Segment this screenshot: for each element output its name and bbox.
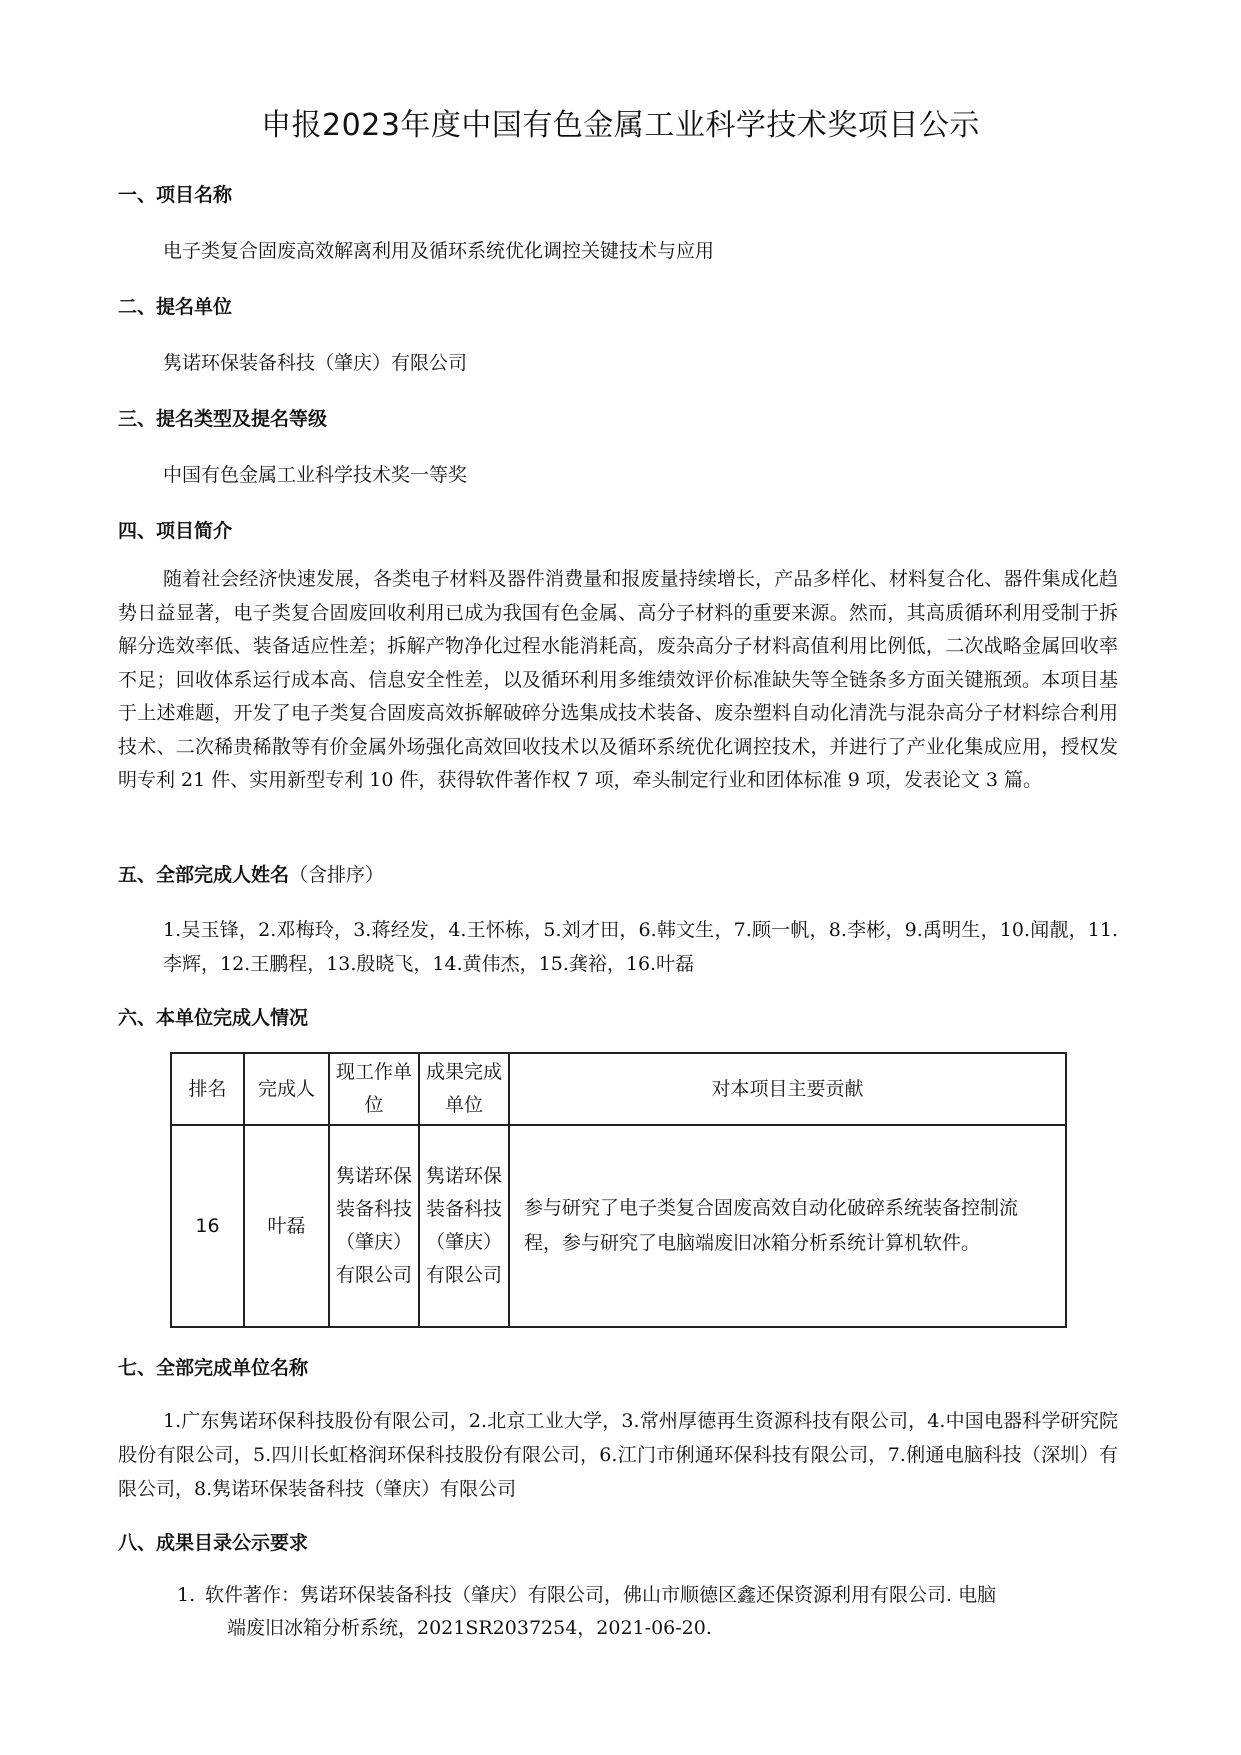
table-cell-rank: 16 — [171, 1125, 244, 1327]
result-item-line-2: 端废旧冰箱分析系统，2021SR2037254，2021-06-20. — [227, 1617, 712, 1639]
page-title: 申报2023年度中国有色金属工业科学技术奖项目公示 — [261, 108, 980, 143]
project-summary: 随着社会经济快速发展，各类电子材料及器件消费量和报废量持续增长，产品多样化、材料复合化、器件集成化趋势日益显著，电子类复合固废回收利用已成为我国有色金属、高分子材料的重要来源。然而，其高质循环利用受制于拆解分选效率低、装备适应性差；拆解产物净化过程水能消耗高，废杂高分子材料高值利用比例低，二次战略金属回收率不足；回收体系运行成本高、信息安全性差，以及循环利用多维绩效评价标准缺失等全链条多方面关键瓶颈。本项目基于上述难题，开发了电子类复合固废高效拆解破碎分选集成技术装备、废杂塑料自动化清洗与混杂高分子材料综合利用技术、二次稀贵稀散等有价金属外场强化高效回收技术以及循环系统优化调控技术，并进行了产业化集成应用，授权发明专利 21 件、实用新型专利 10 件，获得软件著作权 7 项，牵头制定行业和团体标准 9 项，发表论文 3 篇。 — [118, 568, 1118, 791]
table-cell-contribution: 参与研究了电子类复合固废高效自动化破碎系统装备控制流程，参与研究了电脑端废旧冰箱分析系统计算机软件。 — [509, 1125, 1066, 1327]
table-header-cell: 对本项目主要贡献 — [509, 1053, 1066, 1125]
result-list-item — [177, 1579, 1117, 1645]
section-1-heading: 一、项目名称 — [118, 184, 233, 206]
table-header-row — [171, 1053, 1066, 1125]
section-4-heading: 四、项目简介 — [118, 520, 233, 542]
nomination-type: 中国有色金属工业科学技术奖一等奖 — [163, 464, 468, 486]
result-item-number: 1. — [177, 1584, 196, 1606]
section-2-heading: 二、提名单位 — [118, 296, 233, 318]
result-item-line-1: 软件著作：隽诺环保装备科技（肇庆）有限公司，佛山市顺德区鑫还保资源利用有限公司. 电脑 — [205, 1584, 997, 1606]
section-6-heading: 六、本单位完成人情况 — [118, 1007, 309, 1029]
table-row — [171, 1125, 1066, 1327]
table-header-cell: 成果完成单位 — [419, 1053, 509, 1125]
section-7-heading: 七、全部完成单位名称 — [118, 1357, 309, 1379]
project-name: 电子类复合固废高效解离利用及循环系统优化调控关键技术与应用 — [163, 240, 715, 262]
section-5-heading-note: （含排序） — [289, 864, 385, 886]
section-8-heading: 八、成果目录公示要求 — [118, 1532, 309, 1554]
table-cell-result-unit: 隽诺环保装备科技（肇庆）有限公司 — [419, 1125, 509, 1327]
table-header-cell: 现工作单位 — [329, 1053, 419, 1125]
table-header-cell: 完成人 — [244, 1053, 329, 1125]
table-header-cell: 排名 — [171, 1053, 244, 1125]
completing-units-list: 1.广东隽诺环保科技股份有限公司，2.北京工业大学，3.常州厚德再生资源科技有限公司，4.中国电器科学研究院股份有限公司，5.四川长虹格润环保科技股份有限公司，6.江门市俐通环保科技有限公司，7.俐通电脑科技（深圳）有限公司，8.隽诺环保装备科技（肇庆）有限公司 — [118, 1410, 1118, 1500]
nominating-unit: 隽诺环保装备科技（肇庆）有限公司 — [163, 352, 468, 374]
completers-table — [170, 1052, 1067, 1328]
completers-list: 1.吴玉锋，2.邓梅玲，3.蒋经发，4.王怀栋，5.刘才田，6.韩文生，7.顾一帆，8.李彬，9.禹明生，10.闻靓，11.李辉，12.王鹏程，13.殷晓飞，14.黄伟杰，15.龚裕，16.叶磊 — [163, 919, 1118, 975]
section-5-heading — [118, 860, 384, 887]
section-5-heading-text: 五、全部完成人姓名 — [118, 864, 290, 886]
table-cell-name: 叶磊 — [244, 1125, 329, 1327]
section-3-heading: 三、提名类型及提名等级 — [118, 408, 328, 430]
table-cell-work-unit: 隽诺环保装备科技（肇庆）有限公司 — [329, 1125, 419, 1327]
